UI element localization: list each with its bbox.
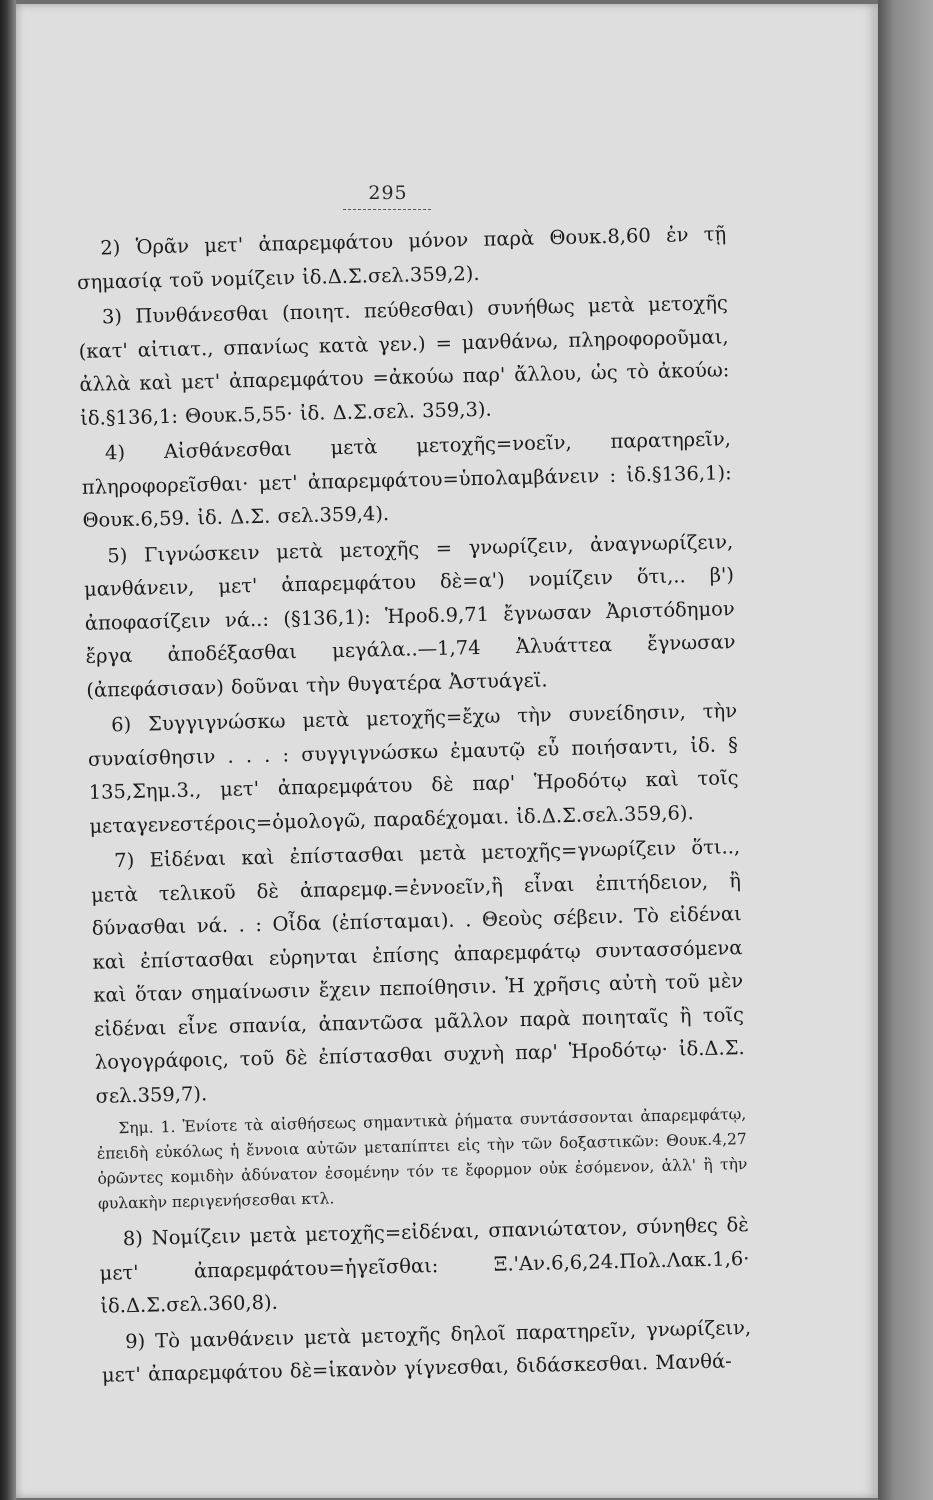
footnote: Σημ. 1. Ἐνίοτε τὰ αἰσθήσεως σημαντικὰ ῥήματα συντάσσονται ἀπαρεμφάτῳ, ἐπειδὴ εὐκόλως ἡ ἔννοια αὐτῶν μεταπίπτει εἰς τὴν τῶν δοξαστικῶν: Θουκ.4,27 ὁρῶντες κομιδὴν ἀδύνατον ἐσομένην τόν τε ἔφορμον οὐκ ἐσόμενον, ἀλλ' ἢ τὴν φυλακὴν περιγενήσεσθαι κτλ. (96, 1105, 748, 1213)
paragraph-4: 4) Αἰσθάνεσθαι μετὰ μετοχῆς=νοεῖν, παρατηρεῖν, πληροφορεῖσθαι· μετ' ἀπαρεμφάτου=ὑπολαμβάνειν : ἰδ.§136,1): Θουκ.6,59. ἰδ. Δ.Σ. σελ.359,4). (81, 427, 732, 532)
page-number-rule (343, 209, 431, 210)
paragraph-7: 7) Εἰδέναι καὶ ἐπίστασθαι μετὰ μετοχῆς=γνωρίζειν ὅτι.., μετὰ τελικοῦ δὲ ἀπαρεμφ.=ἐννοεῖν,ἢ εἶναι ἐπιτήδειον, ἢ δύνασθαι νά. . : Οἶδα (ἐπίσταμαι). . Θεοὺς σέβειν. Τὸ εἰδέναι καὶ ἐπίστασθαι εὑρηνται ἐπίσης ἀπαρεμφάτῳ συντασσόμενα καὶ ὅταν σημαίνωσιν ἔχειν πεποίθησιν. Ἡ χρῆσις αὐτὴ τοῦ μὲν εἰδέναι εἶνε σπανία, ἀπαντῶσα μᾶλλον παρὰ ποιηταῖς ἢ τοῖς λογογράφοις, τοῦ δὲ ἐπίστασθαι συχνὴ παρ' Ἡροδότῳ· ἰδ.Δ.Σ. σελ.359,7). (90, 835, 745, 1108)
paragraph-9: 9) Τὸ μανθάνειν μετὰ μετοχῆς δηλοῖ παρατηρεῖν, γνωρίζειν, μετ' ἀπαρεμφάτου δὲ=ἱκανὸν γίγνεσθαι, διδάσκεσθαι. Μανθά- (101, 1315, 752, 1387)
paragraph-3: 3) Πυνθάνεσθαι (ποιητ. πεύθεσθαι) συνήθως μετὰ μετοχῆς (κατ' αἰτιατ., σπανίως κατὰ γεν.) = μανθάνω, πληροφοροῦμαι, ἀλλὰ καὶ μετ' ἀπαρεμφάτου =ἀκούω παρ' ἄλλου, ὡς τὸ ἀκούω: ἰδ.§136,1: Θουκ.5,55· ἰδ. Δ.Σ.σελ. 359,3). (78, 291, 730, 430)
book-page (16, 4, 878, 1498)
paragraph-6: 6) Συγγιγνώσκω μετὰ μετοχῆς=ἔχω τὴν συνείδησιν, τὴν συναίσθησιν . . . : συγγιγνώσκω ἐμαυτῷ εὖ ποιήσαντι, ἰδ. § 135,Σημ.3., μετ' ἀπαρεμφάτου δὲ παρ' Ἡροδότῳ καὶ τοῖς μεταγενεστέροις=ὁμολογῶ, παραδέχομαι. ἰδ.Δ.Σ.σελ.359,6). (87, 699, 739, 838)
page-number: 295 (368, 182, 408, 204)
page-body (76, 217, 752, 1394)
page-edge (878, 0, 933, 1500)
paragraph-5: 5) Γιγνώσκειν μετὰ μετοχῆς = γνωρίζειν, ἀναγνωρίζειν, μανθάνειν, μετ' ἀπαρεμφάτου δὲ=α') νομίζειν ὅτι,.. β') ἀποφασίζειν νά..: (§136,1): Ἡροδ.9,71 ἔγνωσαν Ἀριστόδημον ἔργα ἀποδέξασθαι μεγάλα..—1,74 Ἀλυάττεα ἔγνωσαν (ἀπεφάσισαν) δοῦναι τὴν θυγατέρα Ἀστυάγεϊ. (83, 529, 736, 702)
binding-shadow (0, 0, 16, 1500)
paragraph-8: 8) Νομίζειν μετὰ μετοχῆς=εἰδέναι, σπανιώτατον, σύνηθες δὲ μετ' ἀπαρεμφάτου=ἡγεῖσθαι: Ξ.'Αν.6,6,24.Πολ.Λακ.1,6· ἰδ.Δ.Σ.σελ.360,8). (99, 1212, 750, 1318)
paragraph-2: 2) Ὁρᾶν μετ' ἀπαρεμφάτου μόνον παρὰ Θουκ.8,60 ἐν τῇ σημασίᾳ τοῦ νομίζειν ἰδ.Δ.Σ.σελ.359,2). (76, 222, 727, 294)
